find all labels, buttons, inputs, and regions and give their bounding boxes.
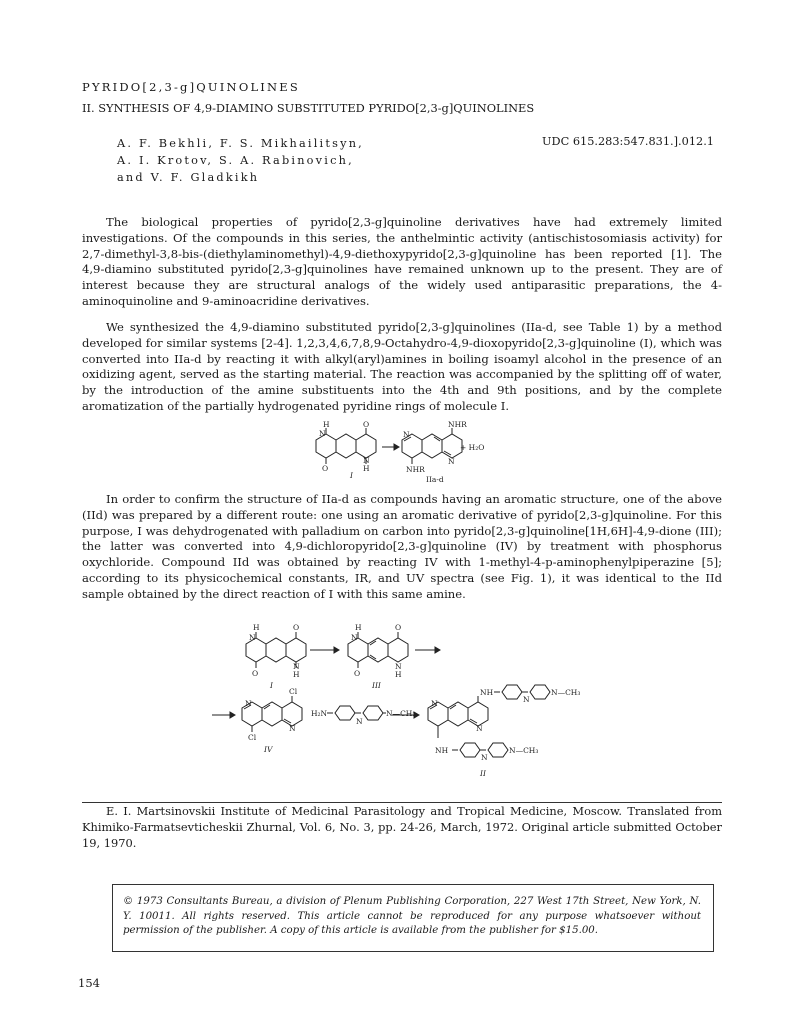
compound-label: II <box>480 769 486 778</box>
footnote-rule <box>82 802 722 803</box>
label-cl: Cl <box>248 733 257 742</box>
label-n: N <box>249 633 256 642</box>
page-number: 154 <box>78 976 100 990</box>
label-o: O <box>354 669 361 678</box>
label-n: N <box>289 724 296 733</box>
reaction-scheme-1 <box>290 420 490 496</box>
label-n: N <box>481 753 488 762</box>
compound-label: IIa-d <box>426 475 444 484</box>
label-cl: Cl <box>289 687 298 696</box>
compound-label: I <box>350 471 353 480</box>
label-n: N <box>403 430 410 439</box>
label-h: H <box>395 670 402 679</box>
label-h: H <box>253 623 260 632</box>
label-n: N <box>293 662 300 671</box>
reaction-scheme-2 <box>210 620 580 788</box>
label-n: N <box>363 456 370 465</box>
paragraph-1: The biological properties of pyrido[2,3-g]quinoline derivatives have had extremely limited investigations. Of the compounds in this series, the anthelmintic activity (antischistosomiasis activity) for 2,7-dimethyl-3,8-bis-(diethylaminomethyl)-4,9-diethoxypyrido[2,3-g]quinoline has been reported [1]. The 4,9-diamino substituted pyrido[2,3-g]quinolines have remained unknown up to the present. They are of interest because they are structural analogs of the widely used antiparasitic preparations, the 4-aminoquinoline and 9-aminoacridine derivatives. <box>82 215 722 308</box>
label-h: H <box>293 670 300 679</box>
copyright-text: © 1973 Consultants Bureau, a division of Plenum Publishing Corporation, 227 West 17th Street, New York, N. Y. 10011. All rights reserved. This article cannot be reproduced for any purpose whatsoever without permission of the publisher. A copy of this article is available from the publisher for $15.00. <box>123 896 701 937</box>
label-n: N <box>356 717 363 726</box>
label-n: N <box>319 429 326 438</box>
label-o: O <box>252 669 259 678</box>
paragraph-2: We synthesized the 4,9-diamino substituted pyrido[2,3-g]quinolines (IIa-d, see Table 1) by a method developed for similar systems [2-4]. 1,2,3,4,6,7,8,9-Octahydro-4,9-dioxopyrido[2,3-g]quinoline (I), which was converted into IIa-d by reacting it with alkyl(aryl)amines in boiling isoamyl alcohol in the presence of an oxidizing agent, served as the starting material. The reaction was accompanied by the splitting off of water, by the introduction of the amine substituents into the 4th and 9th positions, and by the complete aromatization of the partially hydrogenated pyridine rings of molecule I. <box>82 320 722 413</box>
author-line: A. I. Krotov, S. A. Rabinovich, <box>117 154 354 167</box>
compound-label: III <box>372 681 381 690</box>
series-title: PYRIDO[2,3-g]QUINOLINES <box>82 80 300 94</box>
paragraph-3: In order to confirm the structure of IIa-d as compounds having an aromatic structure, one of the above (IId) was prepared by a different route: one using an aromatic derivative of pyrido[2,3-g]quinoline. For this purpose, I was dehydrogenated with palladium on carbon into pyrido[2,3-g]quinoline[1H,6H]-4,9-dione (III); the latter was converted into 4,9-dichloropyrido[2,3-g]quinoline (IV) by treatment with phosphorus oxychloride. Compound IId was obtained by reacting IV with 1-methyl-4-p-aminophenylpiperazine [5]; according to its physicochemical constants, IR, and UV spectra (see Fig. 1), it was identical to the IId sample obtained by the direct reaction of I with this same amine. <box>82 492 722 601</box>
label-h: H <box>323 420 330 429</box>
label-n: N <box>395 662 402 671</box>
label-n: N <box>245 699 252 708</box>
author-list <box>117 135 364 186</box>
label-nh: NH <box>480 688 494 697</box>
compound-label: I <box>270 681 273 690</box>
label-o: O <box>363 420 370 429</box>
author-line: and V. F. Gladkikh <box>117 171 260 184</box>
label-n: N <box>431 699 438 708</box>
label-n: N <box>351 633 358 642</box>
label-ch3: N—CH₃ <box>551 688 580 697</box>
footnote-affiliation: E. I. Martsinovskii Institute of Medicinal Parasitology and Tropical Medicine, Moscow. Translated from Khimiko-Farmatsevticheskii Zhurnal, Vol. 6, No. 3, pp. 24-26, March, 1972. Original article submitted October 19, 1970. <box>82 804 722 850</box>
label-o: O <box>395 623 402 632</box>
label-nhr: NHR <box>448 420 467 429</box>
label-h: H <box>355 623 362 632</box>
label-ch3: N—CH₃ <box>386 709 416 718</box>
author-line: A. F. Bekhli, F. S. Mikhailitsyn, <box>117 137 364 150</box>
label-nhr: NHR <box>406 465 425 474</box>
label-o: O <box>322 464 329 473</box>
label-h: H <box>363 464 370 473</box>
label-h2n: H₂N <box>311 709 328 718</box>
label-n: N <box>476 724 483 733</box>
article-title: II. SYNTHESIS OF 4,9-DIAMINO SUBSTITUTED PYRIDO[2,3-g]QUINOLINES <box>82 101 535 115</box>
label-water: + H₂O <box>460 443 485 452</box>
compound-label: IV <box>264 745 273 754</box>
udc-code: UDC 615.283:547.831.].012.1 <box>542 135 714 148</box>
label-o: O <box>293 623 300 632</box>
label-n: N <box>523 695 530 704</box>
label-ch3: N—CH₃ <box>509 746 539 755</box>
label-n: N <box>448 457 455 466</box>
copyright-box <box>112 884 714 952</box>
label-nh: NH <box>435 746 449 755</box>
